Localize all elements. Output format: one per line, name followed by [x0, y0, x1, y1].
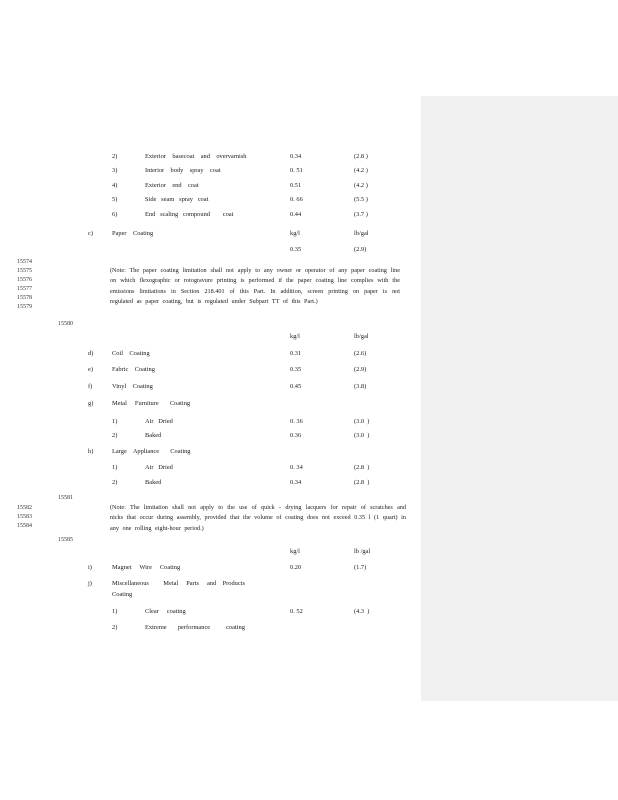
item-label: Miscellaneous Metal Parts and Products: [112, 580, 245, 587]
item-lb-value: (3.7 ): [354, 211, 368, 218]
item-label: Side seam spray coat: [145, 196, 209, 203]
item-label: Paper Coating: [112, 230, 154, 237]
item-label: Extreme performance coating: [145, 624, 245, 631]
item-number: 3): [112, 167, 118, 174]
item-lb-value: (2.8 ): [354, 479, 370, 486]
item-kg-value: 0. 52: [290, 608, 303, 615]
item-label: Baked: [145, 432, 162, 439]
item-letter: d): [88, 350, 94, 357]
item-number: 6): [112, 211, 118, 218]
item-label: Large Appliance Coating: [112, 448, 191, 455]
item-kg-value: 0.31: [290, 350, 302, 357]
item-letter: e): [88, 366, 93, 373]
item-kg-value: 0.36: [290, 432, 302, 439]
item-letter: i): [88, 564, 92, 571]
item-lb-value: (2.9): [354, 366, 367, 373]
item-number: 4): [112, 182, 118, 189]
item-lb-value: (4.2 ): [354, 167, 368, 174]
item-kg-value: 0.34: [290, 153, 302, 160]
item-lb-value: (4.3 ): [354, 608, 370, 615]
item-label: Fabric Coating: [112, 366, 155, 373]
unit-kg-header: kg/l: [290, 230, 300, 237]
unit-lb-header: lb/gal: [354, 333, 369, 340]
item-letter: f): [88, 383, 93, 390]
unit-lb-header: lb /gal: [354, 548, 371, 555]
item-label: Vinyl Coating: [112, 383, 153, 390]
item-lb-value: (4.2 ): [354, 182, 368, 189]
unit-lb-header: lb/gal: [354, 230, 369, 237]
item-label: Air Dried: [145, 464, 173, 471]
item-kg-value: 0. 36: [290, 418, 303, 425]
item-number: 2): [112, 153, 118, 160]
item-lb-value: (2.8 ): [354, 153, 368, 160]
line-numbers: [17, 258, 32, 311]
item-kg-value: 0.20: [290, 564, 302, 571]
item-letter: g): [88, 400, 94, 407]
item-lb-value: (3.8): [354, 383, 367, 390]
item-kg-value: 0. 34: [290, 464, 303, 471]
comment-margin-pane: [421, 96, 618, 701]
line-number: 15576: [17, 277, 32, 283]
line-number: 15584: [17, 523, 32, 529]
line-numbers: [17, 504, 32, 530]
line-number: 15582: [17, 505, 32, 511]
line-number: 15583: [17, 514, 32, 520]
item-number: 1): [112, 608, 118, 615]
item-label: Interior body spray coat: [145, 167, 221, 174]
item-kg-value: 0. 66: [290, 196, 303, 203]
item-kg-value: 0.51: [290, 182, 302, 189]
item-label: Exterior end coat: [145, 182, 199, 189]
item-lb-value: (2.9): [354, 246, 367, 253]
line-number: 15585: [58, 537, 73, 543]
item-kg-value: 0.34: [290, 479, 302, 486]
item-lb-value: (5.5 ): [354, 196, 368, 203]
item-label: Coil Coating: [112, 350, 150, 357]
item-letter: h): [88, 448, 94, 455]
item-number: 2): [112, 432, 118, 439]
item-kg-value: 0.35: [290, 246, 302, 253]
item-kg-value: 0.45: [290, 383, 302, 390]
item-label-continued: Coating: [112, 591, 133, 598]
line-number: 15574: [17, 259, 32, 265]
line-number: 15578: [17, 295, 32, 301]
item-letter: j): [88, 580, 92, 587]
line-number: 15577: [17, 286, 32, 292]
item-label: End scaling compound coat: [145, 211, 234, 218]
item-kg-value: 0. 51: [290, 167, 303, 174]
item-kg-value: 0.35: [290, 366, 302, 373]
item-lb-value: (2.8 ): [354, 464, 370, 471]
item-label: Baked: [145, 479, 162, 486]
item-number: 1): [112, 464, 118, 471]
item-lb-value: (3.0 ): [354, 432, 370, 439]
line-number: 15575: [17, 268, 32, 274]
item-lb-value: (3.0 ): [354, 418, 370, 425]
unit-kg-header: kg/l: [290, 548, 300, 555]
item-letter: c): [88, 230, 93, 237]
unit-kg-header: kg/l: [290, 333, 300, 340]
item-number: 2): [112, 624, 118, 631]
item-label: Exterior basecoat and overvarnish: [145, 153, 247, 160]
item-kg-value: 0.44: [290, 211, 302, 218]
paper-coating-note: (Note: The paper coating limitation shall not apply to any owner or operator of any paper coating line on which flexographic or rotogravure printing is performed if the paper coating line complies with the emissions limitations in Section 218.401 of this Part. In addition, screen printing on paper is not regulated as paper coating, but is regulated under Subpart TT of this Part.): [110, 267, 400, 306]
item-label: Clear coating: [145, 608, 186, 615]
lacquer-repair-note: (Note: The limitation shall not apply to the use of quick - drying lacquers for repair of scratches and nicks that occur during assembly, provided that the volume of coating does not exceed 0.35 l (1 quart) in any one rolling eight-hour period.): [110, 504, 406, 532]
line-number: 15580: [58, 321, 73, 327]
item-number: 1): [112, 418, 118, 425]
item-lb-value: (1.7): [354, 564, 367, 571]
item-label: Metal Furniture Coating: [112, 400, 191, 407]
line-number: 15579: [17, 304, 32, 310]
line-number: 15581: [58, 495, 73, 501]
item-number: 2): [112, 479, 118, 486]
item-number: 5): [112, 196, 118, 203]
item-label: Air Dried: [145, 418, 173, 425]
item-label: Magnet Wire Coating: [112, 564, 181, 571]
item-lb-value: (2.6): [354, 350, 367, 357]
